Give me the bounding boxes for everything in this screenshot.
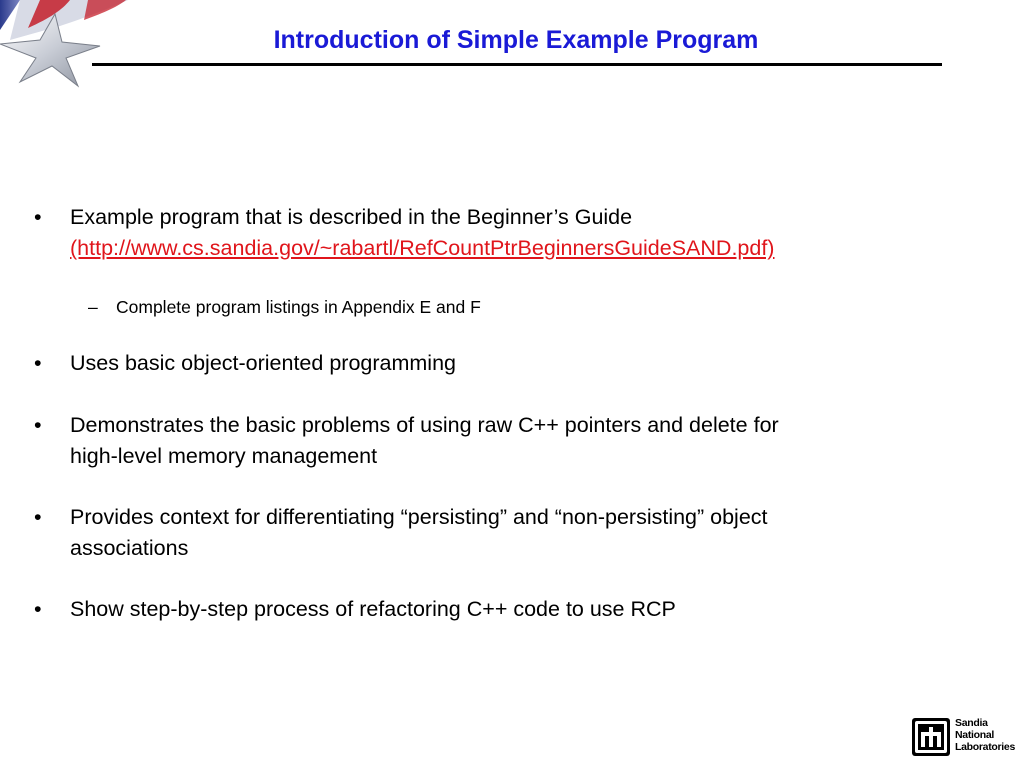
sub-bullet-mark: – xyxy=(88,297,98,317)
bullet-text: Example program that is described in the Beginner’s Guide xyxy=(70,205,633,229)
bullet-text-line: associations xyxy=(70,536,189,560)
slide-title: Introduction of Simple Example Program xyxy=(273,26,759,54)
bullet-mark: • xyxy=(34,351,42,375)
bullet-text-line: Provides context for differentiating “persisting” and “non-persisting” object xyxy=(70,505,768,529)
beginners-guide-link[interactable]: (http://www.cs.sandia.gov/~rabartl/RefCountPtrBeginnersGuideSAND.pdf) xyxy=(70,236,775,260)
logo-line: National xyxy=(955,729,995,741)
bullet-mark: • xyxy=(34,597,42,621)
thunderbird-logo-icon xyxy=(912,718,950,756)
bullet-mark: • xyxy=(34,413,42,437)
sub-bullet-text: Complete program listings in Appendix E and F xyxy=(116,297,481,317)
bullet-mark: • xyxy=(34,505,42,529)
logo-line: Laboratories xyxy=(955,741,1015,753)
bullet-text-line: high-level memory management xyxy=(70,444,378,468)
bullet-text: Show step-by-step process of refactoring C++ code to use RCP xyxy=(70,597,676,621)
sandia-logo xyxy=(912,716,1016,758)
title-divider xyxy=(92,63,942,66)
logo-wordmark xyxy=(955,717,1015,753)
bullet-text: Uses basic object-oriented programming xyxy=(70,351,456,375)
bullet-mark: • xyxy=(34,205,42,229)
logo-line: Sandia xyxy=(955,717,988,729)
bullet-text-line: Demonstrates the basic problems of using raw C++ pointers and delete for xyxy=(70,413,779,437)
